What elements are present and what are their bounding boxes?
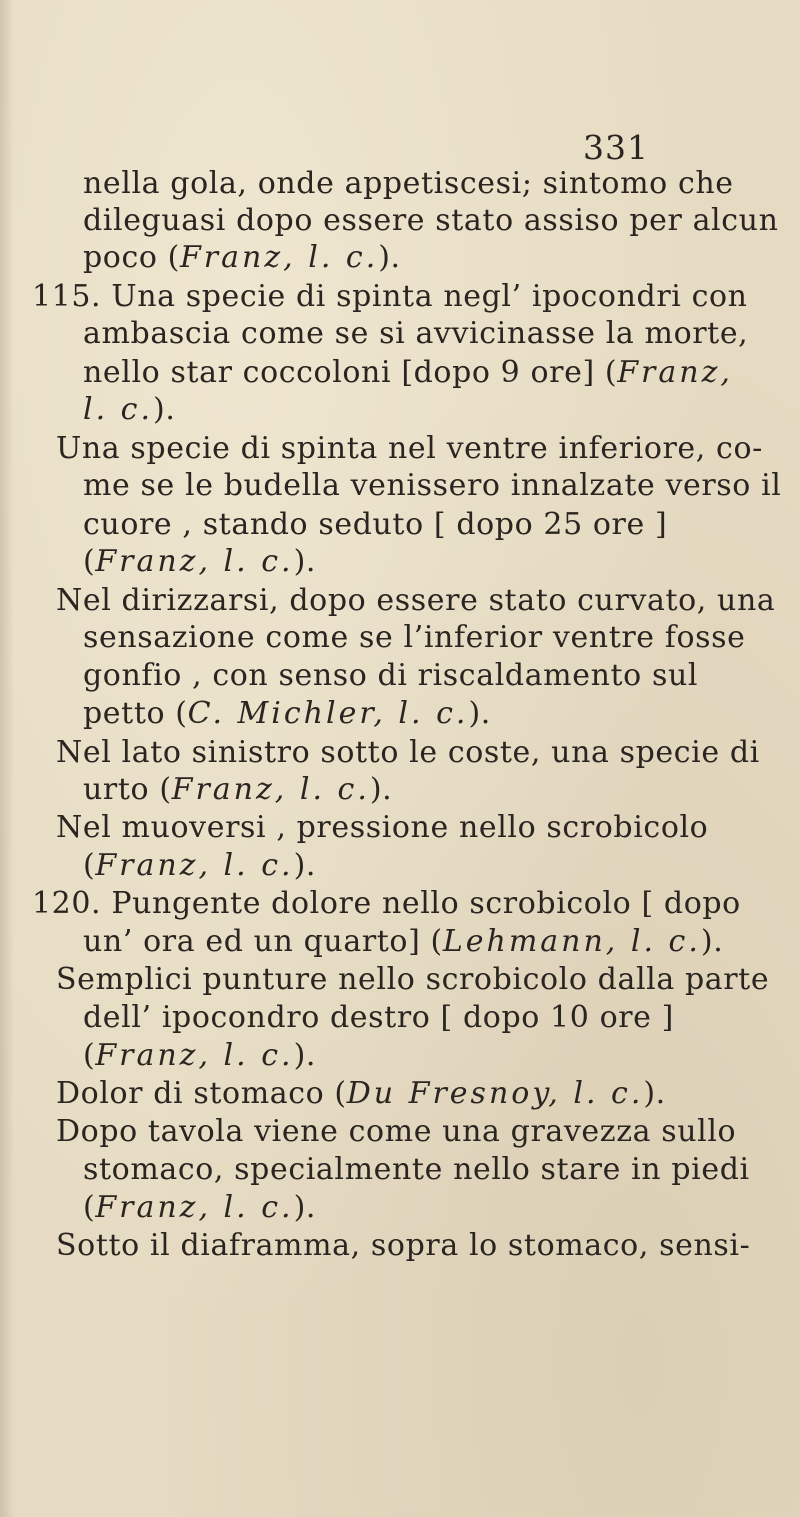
text-line [83,468,781,503]
line-text: Dopo tavola viene come una gravezza sullo [56,1114,737,1149]
text-line [83,1000,674,1035]
text-line [83,1152,750,1187]
citation-text: l. c. [83,392,154,427]
line-text: ambascia come se si avvicinasse la morte, [83,316,749,351]
citation-text: C. Michler, l. c. [187,696,469,731]
line-text: urto ( [83,772,172,807]
text-line [56,583,775,618]
text-line [83,240,401,275]
line-text: un’ ora ed un quarto] ( [83,924,443,959]
line-text: stomaco, specialmente nello stare in piedi [83,1152,750,1187]
line-text: ( [83,848,96,883]
line-text: 120. Pungente dolore nello scrobicolo [ dopo [32,886,741,921]
line-text: Semplici punture nello scrobicolo dalla parte [56,962,770,997]
text-line [83,1038,316,1073]
citation-text: Franz, l. c. [171,772,370,807]
line-text: nello star coccoloni [dopo 9 ore] ( [83,355,618,390]
line-text: poco ( [83,240,180,275]
text-line [83,772,392,807]
text-line [83,392,175,427]
line-text: 115. Una specie di spinta negl’ ipocondri con [32,279,748,314]
page-edge-shadow [0,0,14,1517]
citation-text: Franz, [617,355,733,390]
text-line [56,1076,666,1111]
text-line [56,735,760,770]
text-line [32,279,748,314]
line-text: nella gola, onde appetiscesi; sintomo che [83,166,734,201]
line-text: ( [83,1190,96,1225]
line-text: dileguasi dopo essere stato assiso per alcun [83,203,779,238]
line-text: ( [83,1038,96,1073]
line-text: dell’ ipocondro destro [ dopo 10 ore ] [83,1000,674,1035]
text-line [83,658,698,693]
citation-text: Franz, l. c. [95,848,294,883]
text-line [83,544,316,579]
text-line [56,962,769,997]
text-line [83,924,723,959]
page-number: 331 [583,128,649,167]
line-text: ). [468,696,491,731]
citation-text: Franz, l. c. [95,544,294,579]
text-line [83,848,316,883]
text-line [83,620,746,655]
line-text: me se le budella venissero innalzate verso il [83,468,782,503]
line-text: Nel dirizzarsi, dopo essere stato curvato, una [56,583,776,618]
line-text: Una specie di spinta nel ventre inferiore, co- [56,431,763,466]
text-line [56,431,763,466]
citation-text: Du Fresnoy, l. c. [346,1076,644,1111]
text-line [56,1228,750,1263]
line-text: ). [153,392,176,427]
citation-text: Franz, l. c. [95,1038,294,1073]
line-text: ). [369,772,393,807]
citation-text: Franz, l. c. [179,240,379,275]
line-text: Sotto il diaframma, sopra lo stomaco, sensi- [56,1228,751,1263]
line-text: sensazione come se l’inferior ventre fosse [83,620,746,655]
line-text: Dolor di stomaco ( [56,1076,347,1111]
line-text: ). [293,1190,317,1225]
text-line [83,696,491,731]
text-line [56,810,708,845]
text-line [83,507,667,542]
text-line [83,166,734,201]
line-text: ). [700,924,724,959]
text-line [83,355,733,390]
line-text: Nel muoversi , pressione nello scrobicolo [56,810,709,845]
text-line [56,1114,736,1149]
citation-text: Franz, l. c. [95,1190,294,1225]
line-text: ). [378,240,401,275]
line-text: ). [293,848,317,883]
line-text: cuore , stando seduto [ dopo 25 ore ] [83,507,668,542]
line-text: ( [83,544,96,579]
text-line [83,1190,316,1225]
text-line [32,886,741,921]
line-text: ). [643,1076,666,1111]
line-text: Nel lato sinistro sotto le coste, una specie di [56,735,760,770]
text-line [83,316,748,351]
line-text: gonfio , con senso di riscaldamento sul [83,658,699,693]
text-line [83,203,779,238]
citation-text: Lehmann, l. c. [442,924,701,959]
line-text: ). [293,1038,317,1073]
line-text: petto ( [83,696,188,731]
line-text: ). [293,544,317,579]
